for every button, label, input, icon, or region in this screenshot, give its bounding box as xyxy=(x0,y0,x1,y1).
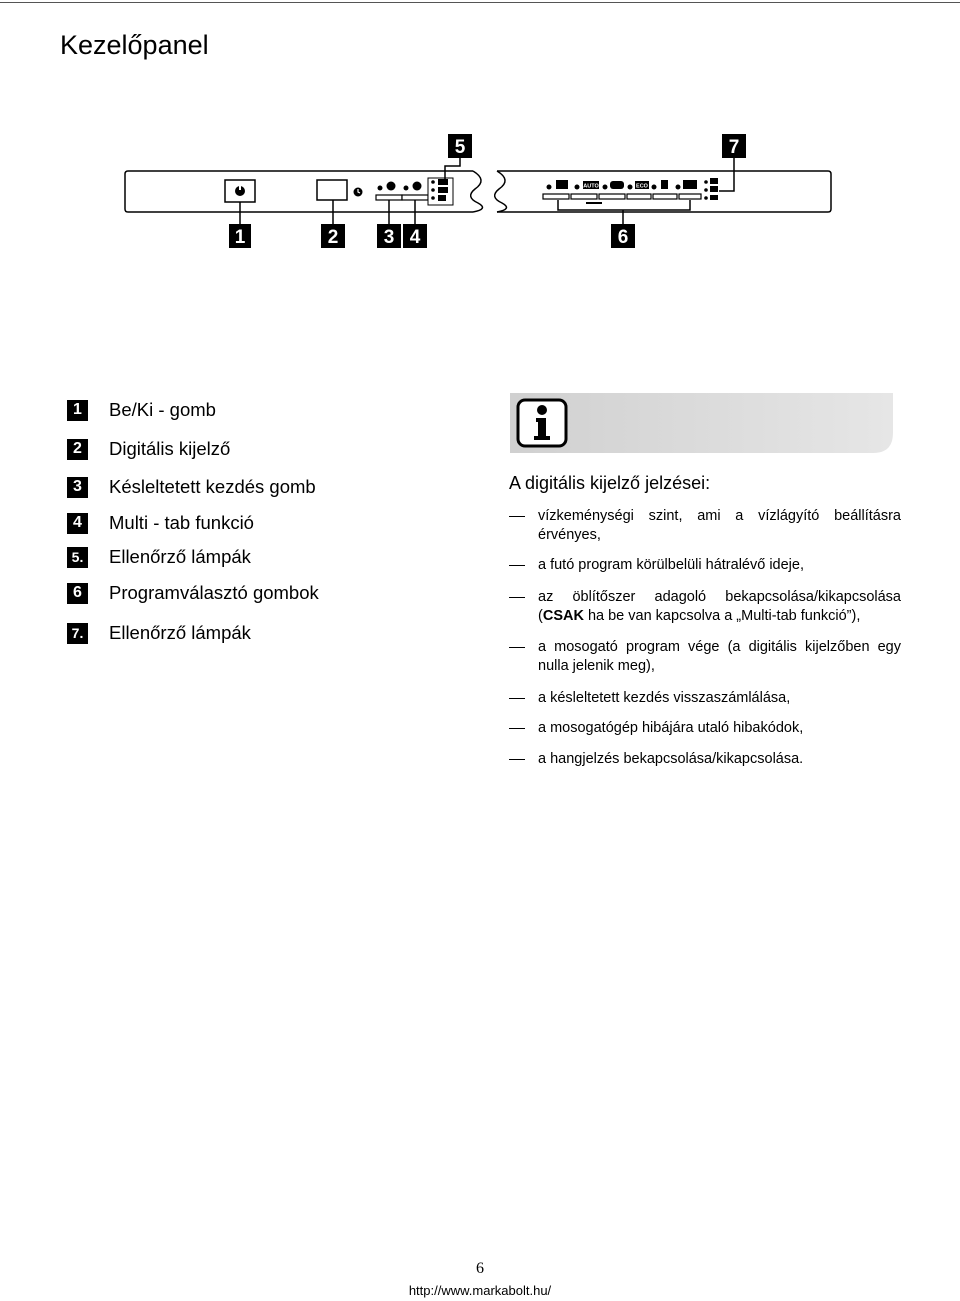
svg-text:3: 3 xyxy=(383,227,395,248)
legend-number: 6 xyxy=(67,583,88,604)
svg-text:7: 7 xyxy=(728,137,740,158)
panel-break-left xyxy=(471,171,483,212)
callout-badge-4 xyxy=(403,224,427,248)
legend-number: 7. xyxy=(67,623,88,644)
page-title: Kezelőpanel xyxy=(60,30,209,60)
callout-badge-5 xyxy=(448,134,472,158)
legend-item xyxy=(67,475,316,499)
svg-text:2: 2 xyxy=(327,227,339,248)
legend-label: Késleltetett kezdés gomb xyxy=(109,476,316,497)
legend-label: Ellenőrző lámpák xyxy=(109,546,251,567)
legend-item xyxy=(67,581,319,605)
callout-badge-3 xyxy=(377,224,401,248)
legend-item xyxy=(67,398,216,422)
legend-number: 1 xyxy=(67,400,88,421)
legend-item xyxy=(67,511,254,535)
dash-icon xyxy=(509,647,525,648)
eco-label: ECO xyxy=(636,183,648,190)
digital-display xyxy=(317,180,363,200)
dash-icon xyxy=(509,565,525,566)
callout-badge-6 xyxy=(611,224,635,248)
program-buttons xyxy=(543,180,701,204)
multitab-button xyxy=(402,182,428,201)
indicator-lamps-7 xyxy=(704,178,718,200)
on-off-button xyxy=(225,180,255,202)
legend-number: 4 xyxy=(67,513,88,534)
svg-text:6: 6 xyxy=(617,227,629,248)
legend-number: 3 xyxy=(67,477,88,498)
svg-text:1: 1 xyxy=(234,227,246,248)
legend-number: 2 xyxy=(67,439,88,460)
emphasis: CSAK xyxy=(542,608,584,624)
dash-icon xyxy=(509,698,525,699)
dash-icon xyxy=(509,516,525,517)
page-number: 6 xyxy=(476,1260,484,1277)
dash-icon xyxy=(509,728,525,729)
legend-label: Multi - tab funkció xyxy=(109,512,254,533)
info-banner xyxy=(510,393,893,453)
legend-item xyxy=(67,621,251,645)
svg-text:4: 4 xyxy=(409,227,421,248)
callout-lines xyxy=(240,158,734,224)
dash-icon xyxy=(509,759,525,760)
panel-break-right xyxy=(495,171,507,212)
info-icon xyxy=(518,400,566,446)
delay-start-button xyxy=(376,182,402,201)
footer-url: http://www.markabolt.hu/ xyxy=(408,1283,552,1298)
info-heading: A digitális kijelző jelzései: xyxy=(509,473,711,493)
legend-number: 5. xyxy=(67,547,88,568)
legend-label: Programválasztó gombok xyxy=(109,582,319,603)
svg-text:5: 5 xyxy=(454,137,466,158)
legend-label: Be/Ki - gomb xyxy=(109,399,216,420)
legend-item xyxy=(67,545,251,569)
control-panel-diagram xyxy=(0,0,960,300)
callout-badge-1 xyxy=(229,224,251,248)
legend-item xyxy=(67,437,231,461)
callout-badge-7 xyxy=(722,134,746,158)
legend-label: Digitális kijelző xyxy=(109,438,231,459)
callout-badge-2 xyxy=(321,224,345,248)
dash-icon xyxy=(509,597,525,598)
indicator-lamps-5 xyxy=(428,178,453,205)
legend-label: Ellenőrző lámpák xyxy=(109,622,251,643)
auto-label: AUTO xyxy=(583,183,599,190)
